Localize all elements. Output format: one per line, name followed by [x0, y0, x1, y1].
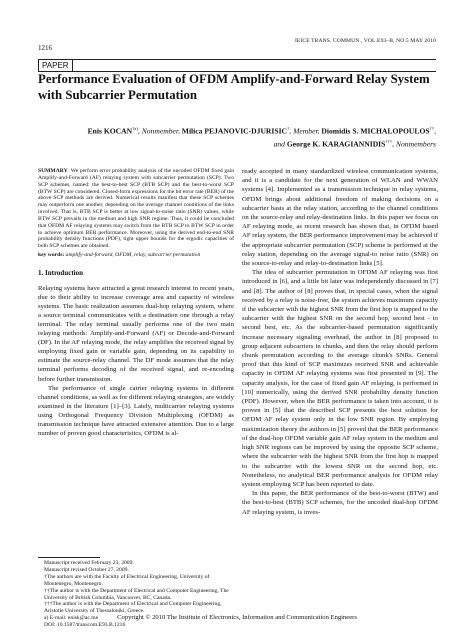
footnote-doi: DOI: 10.1587/transcom.E93.B.1216: [44, 622, 126, 629]
keywords-heading: key words:: [38, 252, 65, 259]
author-separator: ,: [434, 126, 436, 136]
paragraph: ready accepted in many standardized wireless communication systems, and it is a candidate for the next generation of WLAN and WWAN systems [4]. Implemented as a transmission technique in relay systems, OFDM brings about additional freedom of making decisions on a subcarrier basis at the relay station, according to the channel conditions on the source-relay and relay-destination links. In this paper we focus on AF relaying mode, as recent research has shown that, in OFDM based AF relay system, the BER performance improvement may be achieved if the appropriate subcarrier permutation (SCP) scheme is performed at the relay station, depending on the average signal-to noise ratio (SNR) on the source-to-relay and relay-to-destination links [5].: [242, 168, 438, 268]
footnote-revised: Manuscript revised October 27, 2009.: [44, 566, 129, 573]
paper-title: Performance Evaluation of OFDM Amplify-and-Forward Relay System with Subcarrier Permutation: [38, 72, 430, 102]
author-block: [38, 124, 436, 150]
author-conjunction: and: [273, 139, 285, 149]
footnote-received: Manuscript received February 23, 2009.: [44, 560, 134, 566]
paragraph: The idea of subcarrier permutation in OFDM AF relaying was first introduced in [6], and a little bit later was independently discussed in [7] and [8]. The author of [8] proves that, in special cases, when the signal received by a relay is noise-free, the system achieves maximum capacity if the subcarrier with the highest SNR from the first hop is mapped to the subcarrier with the highest SNR on the second hop, second best - to second best, etc. As the subcarrier-based permutation significantly increase necessary signaling overhead, the author in [8] proposed to group adjacent subcarriers in chunks, and then the relay should perform chunk permutation according to the average chunk's SNRs. General proof that this kind of SCP maximizes received SNR and achievable capacity in OFDM AF relaying systems was first presented in [9]. The capacity analysis, for the case of fixed gain AF relaying, is performed in [10] numerically, using the derived SNR probability density function (PDF). However, when the BER performance is taken into account, it is proven in [5] that the described SCP presents the best solution for OFDM AF relay system only in the low SNR region. By employing maximization theory the authors in [5] proved that the BER performance of the dual-hop OFDM variable gain AF relay system in the medium and high SNR regions can be improved by using the opposite SCP scheme, where the subcarrier with the highest SNR from the first hop is mapped to the subcarrier with the lowest SNR on the second hop, etc. Nonetheless, no analytical BER performance analysis for OFDM relay system employing SCP has been reported to date.: [242, 269, 438, 488]
author-affiliation-mark: †a): [132, 126, 138, 131]
author-role: Member,: [293, 126, 320, 136]
author-line-1: Enis KOCAN$^{\dagger a)}$, Nonmember, Milica PEJANOVIC-DJURISIC†, Member, Diomidis S. MICHALOPOULOS††,: [87, 126, 436, 136]
paragraph: The performance of single carrier relaying systems in different channel conditions, as well as for different relaying strategies, are widely examined in the literature [1]–[3]. Lately, multicarrier relaying systems using Orthogonal Frequency Division Multiplexing (OFDM) as transmission technique have attracted extensive attention. Due to a large number of proven good characteristics, OFDM is al-: [38, 384, 234, 438]
author-affiliation-mark: †: [287, 126, 290, 131]
author-role: Nonmember,: [141, 126, 180, 136]
footnote-affiliation-3: †††The author is with the Department of Electrical and Computer Engineering, Aristotle University of Thessaloniki, Greece.: [44, 601, 222, 615]
section-tag: PAPER: [38, 60, 73, 72]
author-name: Diomidis S. MICHALOPOULOS: [321, 126, 430, 136]
abstract: [38, 168, 234, 250]
author-affiliation-mark: †††: [385, 139, 393, 145]
paragraph: In this paper, the BER performance of the best-to-worst (BTW) and the best-to-best (BTB) SCP schemes, for the uncoded dual-hop OFDM AF relaying system, is inves-: [242, 490, 438, 516]
keywords-list: amplify-and-forward, OFDM, relay, subcarrier permutation: [65, 252, 201, 259]
right-column: [242, 167, 438, 517]
abstract-heading: SUMMARY: [38, 168, 68, 174]
author-role: Nonmembers: [395, 139, 436, 149]
footnote-affiliation-2: ††The author is with the Department of Electrical and Computer Engineering, The University of British Columbia, Vancouver, BC, Canada.: [44, 587, 229, 601]
keywords: [38, 252, 234, 259]
author-name: Enis KOCAN: [87, 126, 133, 136]
footnote-affiliation-1: †The authors are with the Faculty of Electrical Engineering, University of Montenegro, Montenegro.: [44, 573, 210, 587]
author-name: Milica PEJANOVIC-DJURISIC: [181, 126, 288, 136]
section-heading-introduction: 1. Introduction: [38, 268, 83, 277]
left-column: [38, 168, 234, 438]
author-line-2: and George K. KARAGIANNIDIS†††, Nonmembers: [273, 139, 436, 149]
header-rule-top: [38, 59, 436, 60]
journal-header: IEICE TRANS. COMMUN., VOL.E93–B, NO.5 MAY 2010: [294, 38, 436, 44]
abstract-text: We perform error probability analysis of the uncoded OFDM fixed gain Amplify-and-Forward (AF) relaying system with subcarrier permutation (SCP). Two SCP schemes, named: the best-to-best SCP (BTB SCP) and the best-to-worst SCP (BTW SCP) are considered. Closed-form expressions for the bit error rate (BER) of the above SCP methods are derived. Numerical results manifest that these SCP schemes may outperform one another, depending on the average channel conditions of the links involved. That is, BTB SCP is better at low signal-to-noise ratio (SNR) values, while BTW SCP prevails in the medium and high SNR regime. Thus, it could be concluded that OFDM AF relaying systems may switch from the BTB SCP to BTW SCP in order to achieve optimum BER performance. Moreover, using the derived end-to-end SNR probability density functions (PDF), tight upper bounds for the ergodic capacities of both SCP schemes are obtained.: [38, 168, 234, 250]
page-number: 1216: [38, 44, 52, 52]
author-affiliation-mark: ††: [429, 126, 435, 131]
footnote-email: a) E-mail: enisk@ac.me: [44, 615, 99, 622]
footnote-rule: [38, 557, 100, 558]
paragraph: Relaying systems have attracted a great research interest in recent years, due to their ability to increase coverage area and capacity of wireless systems. The basic realization assumes dual-hop relaying system, where a source terminal communicates with a destination one through a relay terminal. The relay terminal usually performs one of the two main relaying methods: Amplify-and-Forward (AF) or Decode-and-Forward (DF). In the AF relaying mode, the relay amplifies the received signal by employing fixed gain or variable gain, depending on its capability to estimate the source-relay channel. The DF mode assumes that the relay terminal performs decoding of the received signal, and re-encoding before further transmission.: [38, 284, 234, 383]
copyright-footer: Copyright © 2010 The Institute of Electronics, Information and Communication Engineers: [117, 614, 357, 621]
author-name: George K. KARAGIANNIDIS: [286, 139, 386, 149]
introduction-text: [38, 284, 234, 439]
